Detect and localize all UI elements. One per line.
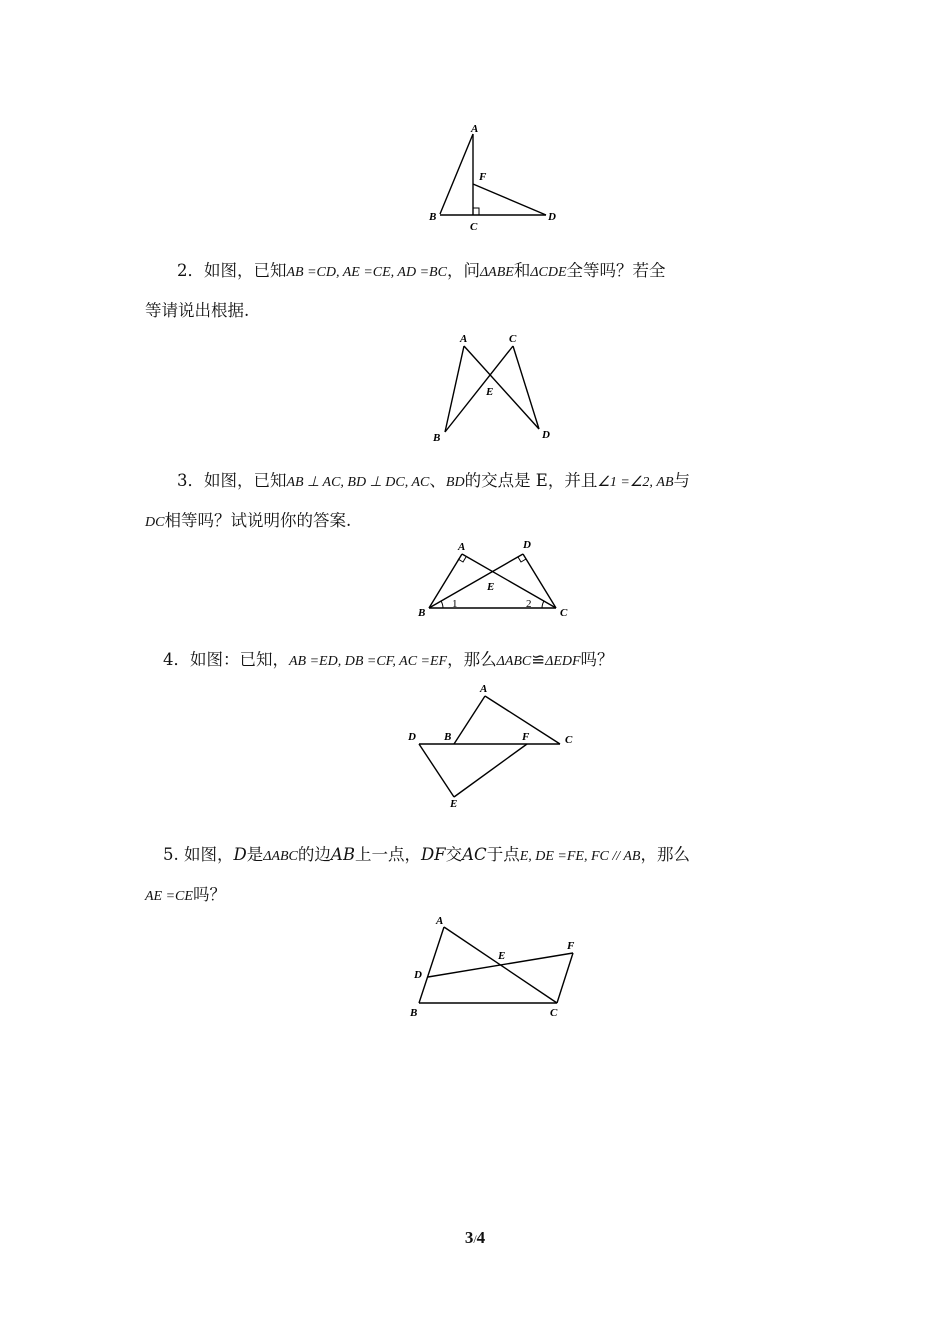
fig5-label-b: B: [410, 1007, 418, 1019]
fig5-label-c: C: [550, 1007, 558, 1019]
figure-5-diagram: [402, 908, 587, 1028]
fig5-label-d: D: [414, 969, 422, 981]
q2-condition: AB =CD, AE =CE, AD =BC: [286, 265, 447, 280]
fig4-label-a: A: [480, 683, 488, 695]
fig2-label-e: E: [486, 386, 494, 398]
fig1-label-f: F: [479, 171, 487, 183]
fig3-label-c: C: [560, 607, 568, 619]
question-2: 2．如图，已知AB =CD, AE =CE, AD =BC，问ΔABE和ΔCDE全等吗？若全 等请说出根据.: [145, 261, 666, 320]
fig4-label-d: D: [408, 731, 416, 743]
fig3-label-b: B: [418, 607, 426, 619]
fig2-label-b: B: [433, 432, 441, 444]
fig3-angle-1: 1: [452, 598, 458, 610]
fig4-label-b: B: [444, 731, 452, 743]
fig2-label-a: A: [460, 333, 468, 345]
fig3-angle-2: 2: [526, 598, 532, 610]
fig5-label-e: E: [498, 950, 506, 962]
fig2-label-c: C: [509, 333, 517, 345]
fig4-label-f: F: [522, 731, 530, 743]
question-5: 5. 如图，D是ΔABC的边AB上一点，DF交AC于点E, DE =FE, FC // AB，那么 AE =CE吗？: [145, 845, 690, 904]
figure-1-diagram: [420, 118, 570, 238]
fig3-label-d: D: [523, 539, 531, 551]
question-3: 3．如图，已知AB ⊥ AC, BD ⊥ DC, AC、BD的交点是 E，并且∠1 =∠2, AB与 DC相等吗？试说明你的答案.: [145, 471, 691, 530]
figure-2-diagram: [425, 328, 565, 448]
figure-2: [425, 328, 565, 448]
fig2-label-d: D: [542, 429, 550, 441]
q5-number: 5: [163, 845, 174, 864]
fig5-label-f: F: [567, 940, 575, 952]
figure-4-diagram: [402, 676, 587, 816]
fig4-label-c: C: [565, 734, 573, 746]
question-4: 4．如图：已知，AB =ED, DB =CF, AC =EF，那么ΔABC≌ΔEDF吗？: [163, 650, 614, 669]
fig1-label-c: C: [470, 221, 478, 233]
figure-1: [420, 118, 570, 238]
fig3-label-e: E: [487, 581, 495, 593]
q2-number: 2: [177, 261, 188, 280]
page-indicator: 3/4: [464, 1228, 486, 1247]
page-current: 3: [464, 1228, 474, 1247]
fig1-label-b: B: [429, 211, 437, 223]
q3-number: 3: [177, 471, 188, 490]
page-total: 4: [476, 1228, 486, 1247]
fig1-label-d: D: [548, 211, 556, 223]
fig4-label-e: E: [450, 798, 458, 810]
figure-3-diagram: [412, 534, 577, 624]
fig5-label-a: A: [436, 915, 444, 927]
q4-number: 4: [163, 650, 174, 669]
fig3-label-a: A: [458, 541, 466, 553]
fig1-label-a: A: [471, 123, 479, 135]
figure-5: [402, 908, 587, 1028]
figure-4: [402, 676, 587, 816]
figure-3: [412, 534, 577, 624]
